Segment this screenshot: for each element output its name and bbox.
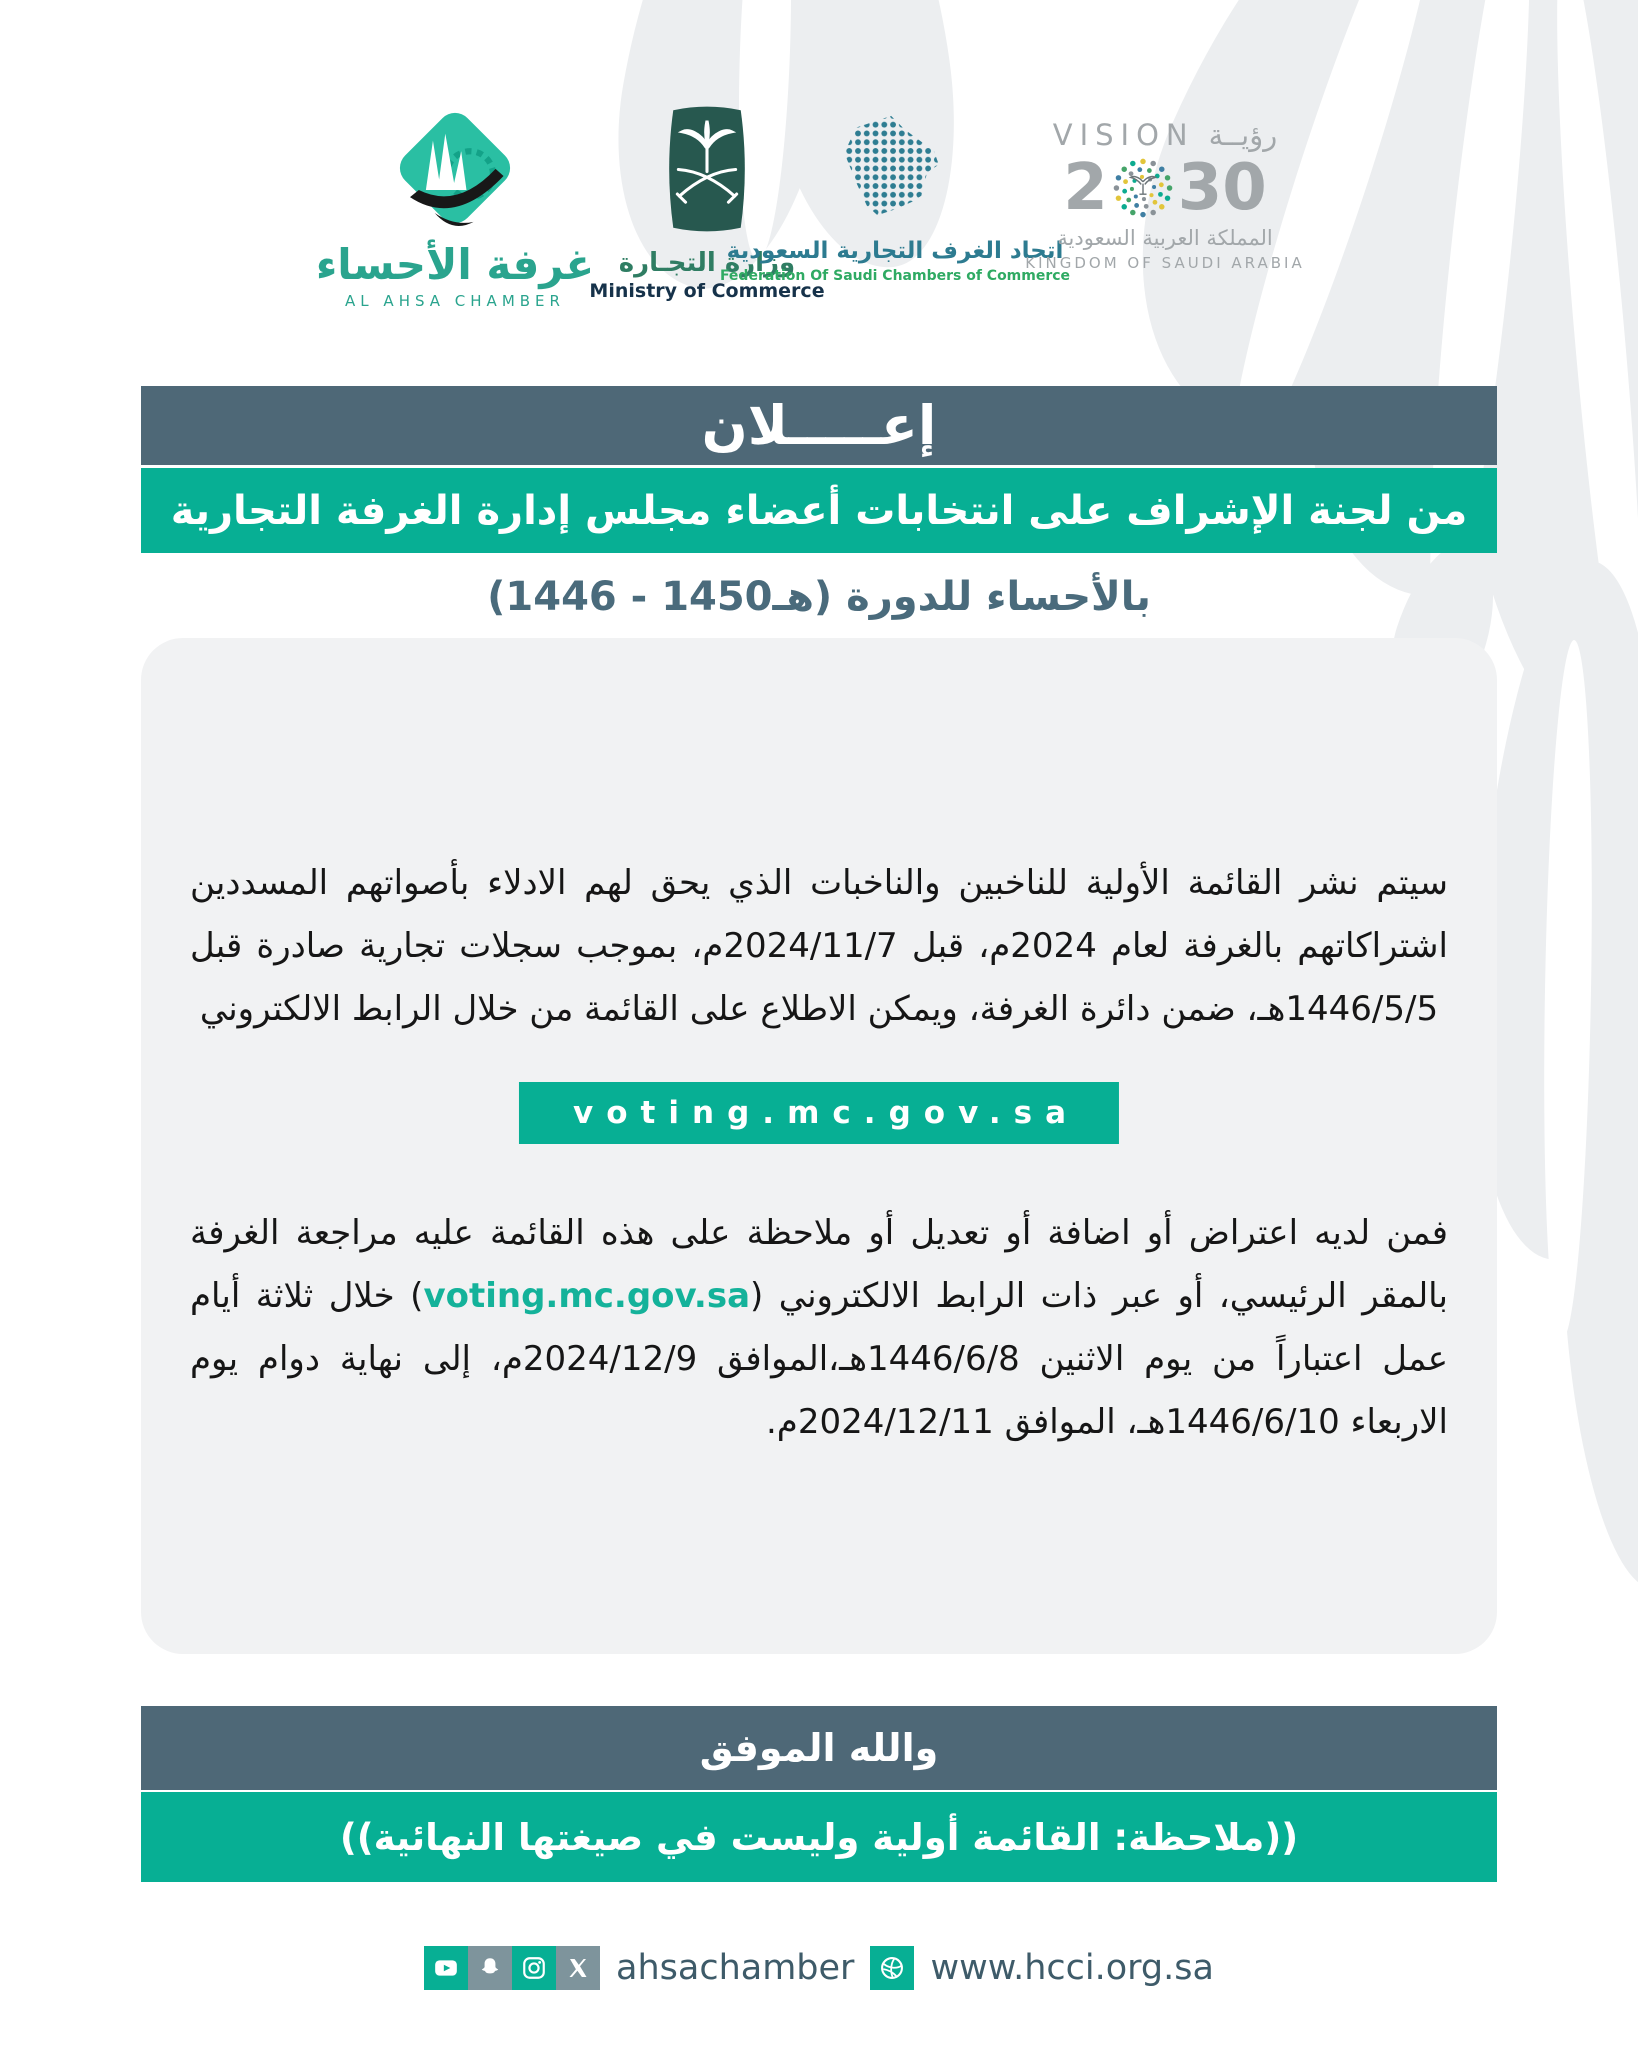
note-banner bbox=[141, 1792, 1497, 1882]
vision-kingdom-en: KINGDOM OF SAUDI ARABIA bbox=[1025, 254, 1305, 272]
note-text: ((ملاحظة: القائمة أولية وليست في صيغتها النهائية)) bbox=[339, 1815, 1299, 1859]
vision-digit-2: 2 bbox=[1063, 151, 1108, 225]
paragraph-objections-before: فمن لديه اعتراض أو اضافة أو تعديل أو ملاحظة على هذه القائمة عليه مراجعة الغرفة بالمقر الرئيسي، أو عبر ذات الرابط الالكتروني ( bbox=[190, 1213, 1448, 1316]
committee-line: من لجنة الإشراف على انتخابات أعضاء مجلس إدارة الغرفة التجارية bbox=[170, 487, 1468, 534]
social-icons bbox=[424, 1946, 600, 1990]
al-ahsa-chamber-logo bbox=[315, 100, 595, 310]
session-text: بالأحساء للدورة bbox=[846, 574, 1151, 620]
website-globe-icon[interactable] bbox=[870, 1946, 914, 1990]
announcement-title-banner bbox=[141, 386, 1497, 465]
youtube-icon[interactable] bbox=[424, 1946, 468, 1990]
voting-url-button[interactable]: voting.mc.gov.sa bbox=[519, 1082, 1119, 1144]
al-ahsa-chamber-emblem-icon bbox=[380, 100, 530, 240]
ministry-of-commerce-name-ar: وزارة التجـارة bbox=[618, 248, 796, 278]
al-ahsa-chamber-name-ar: غرفة الأحساء bbox=[315, 240, 595, 289]
vision-kingdom-ar: المملكة العربية السعودية bbox=[1057, 226, 1273, 250]
announcement-title: إعـــــلان bbox=[701, 394, 937, 457]
website-url[interactable]: www.hcci.org.sa bbox=[930, 1948, 1214, 1988]
vision-digits-30: 30 bbox=[1177, 151, 1267, 225]
federation-name-en: Federation Of Saudi Chambers of Commerce bbox=[719, 268, 1071, 284]
vision-2030-emblem-icon bbox=[1112, 157, 1174, 219]
content-panel bbox=[141, 638, 1497, 1654]
ministry-of-commerce-emblem-icon bbox=[660, 100, 754, 242]
federation-saudi-chambers-logo bbox=[719, 112, 1071, 284]
closing-dua: والله الموفق bbox=[699, 1726, 939, 1770]
footer-bar bbox=[0, 1946, 1638, 1990]
social-handle: ahsachamber bbox=[616, 1948, 855, 1988]
session-period: (1446 - 1450هـ) bbox=[487, 574, 833, 620]
committee-banner bbox=[141, 468, 1497, 553]
session-line bbox=[141, 574, 1497, 620]
instagram-icon[interactable] bbox=[512, 1946, 556, 1990]
ministry-of-commerce-name-en: Ministry of Commerce bbox=[589, 280, 825, 302]
vision-word-ar: رؤيــة bbox=[1208, 118, 1278, 152]
snapchat-icon[interactable] bbox=[468, 1946, 512, 1990]
paragraph-objections bbox=[190, 1202, 1448, 1454]
al-ahsa-chamber-name-en: AL AHSA CHAMBER bbox=[345, 292, 565, 311]
x-icon[interactable] bbox=[556, 1946, 600, 1990]
paragraph-objections-after: ) خلال ثلاثة أيام عمل اعتباراً من يوم الاثنين 1446/6/8هـ،الموافق 2024/12/9م، إلى نهاية دوام يوم الاربعاء 1446/6/10هـ، الموافق 2024/12/11م. bbox=[190, 1275, 1448, 1442]
vision-word-en: VISION bbox=[1052, 118, 1195, 152]
closing-banner bbox=[141, 1706, 1497, 1790]
federation-name-ar: اتحاد الغرف التجارية السعودية bbox=[726, 238, 1064, 264]
voting-url-inline-link[interactable]: voting.mc.gov.sa bbox=[423, 1275, 751, 1316]
paragraph-voters-list: سيتم نشر القائمة الأولية للناخبين والناخبات الذي يحق لهم الادلاء بأصواتهم المسددين اشتراكاتهم بالغرفة لعام 2024م، قبل 2024/11/7م، بموجب سجلات تجارية صادرة قبل 1446/5/5هـ، ضمن دائرة الغرفة، ويمكن الاطلاع على القائمة من خلال الرابط الالكتروني bbox=[190, 863, 1448, 1029]
saudi-dotted-map-icon bbox=[836, 112, 954, 228]
vision-2030-logo bbox=[1025, 118, 1305, 272]
